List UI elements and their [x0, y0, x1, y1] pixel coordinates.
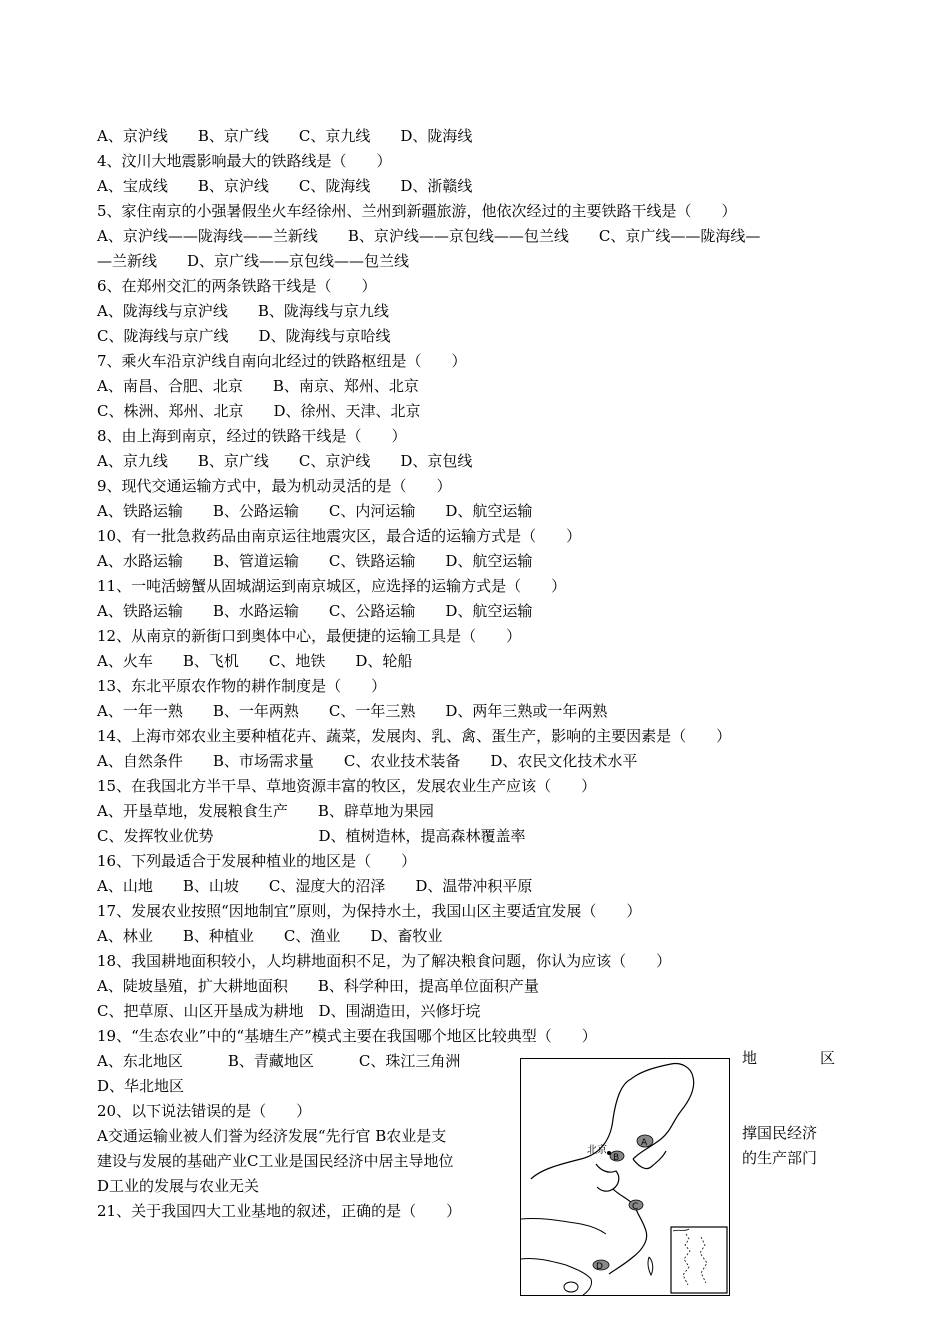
text-line: A、东北地区 B、青藏地区 C、珠江三角洲 — [97, 1052, 461, 1070]
text-line: A、开垦草地，发展粮食生产 B、辟草地为果园 — [97, 802, 434, 820]
q19-continuation-di: 地 — [742, 1049, 758, 1067]
text-line: A、京沪线——陇海线——兰新线 B、京沪线——京包线——包兰线 C、京广线——陇海线— — [97, 227, 761, 245]
map-label-d: D — [596, 1262, 603, 1272]
text-line: A、林业 B、种植业 C、渔业 D、畜牧业 — [97, 927, 443, 945]
text-line: D、华北地区 — [97, 1077, 185, 1095]
text-line: A、铁路运输 B、水路运输 C、公路运输 D、航空运输 — [97, 602, 533, 620]
text-line: C、陇海线与京广线 D、陇海线与京哈线 — [97, 327, 391, 345]
text-line: 21、关于我国四大工业基地的叙述，正确的是（ ） — [97, 1202, 462, 1220]
map-label-beijing: 北京 — [587, 1145, 607, 1156]
text-line: C、发挥牧业优势 D、植树造林，提高森林覆盖率 — [97, 827, 526, 845]
map-label-a: A — [641, 1138, 648, 1148]
text-line: A、火车 B、飞机 C、地铁 D、轮船 — [97, 652, 413, 670]
text-line: D工业的发展与农业无关 — [97, 1177, 260, 1195]
text-line: A、京沪线 B、京广线 C、京九线 D、陇海线 — [97, 127, 473, 145]
text-line: 14、上海市郊农业主要种植花卉、蔬菜，发展肉、乳、禽、蛋生产，影响的主要因素是（ ） — [97, 727, 732, 745]
text-line: 11、一吨活螃蟹从固城湖运到南京城区，应选择的运输方式是（ ） — [97, 577, 567, 595]
q20-continuation-2: 的生产部门 — [742, 1149, 818, 1167]
text-line: 15、在我国北方半干旱、草地资源丰富的牧区，发展农业生产应该（ ） — [97, 777, 597, 795]
text-line: 16、下列最适合于发展种植业的地区是（ ） — [97, 852, 417, 870]
text-line: 20、以下说法错误的是（ ） — [97, 1102, 312, 1120]
text-line: 4、汶川大地震影响最大的铁路线是（ ） — [97, 152, 392, 170]
text-line: —兰新线 D、京广线——京包线——包兰线 — [97, 252, 410, 270]
text-line: A、山地 B、山坡 C、湿度大的沼泽 D、温带冲积平原 — [97, 877, 533, 895]
text-line: A、陡坡垦殖，扩大耕地面积 B、科学种田，提高单位面积产量 — [97, 977, 539, 995]
text-line: C、把草原、山区开垦成为耕地 D、围湖造田，兴修圩垸 — [97, 1002, 481, 1020]
q19-continuation-qu: 区 — [820, 1049, 836, 1067]
text-line: A交通运输业被人们誉为经济发展“先行官 B农业是支 — [97, 1127, 447, 1145]
text-line: 19、“生态农业”中的“基塘生产”模式主要在我国哪个地区比较典型（ ） — [97, 1027, 597, 1045]
text-line: 7、乘火车沿京沪线自南向北经过的铁路枢纽是（ ） — [97, 352, 467, 370]
text-line: A、自然条件 B、市场需求量 C、农业技术装备 D、农民文化技术水平 — [97, 752, 638, 770]
text-line: 17、发展农业按照“因地制宜”原则，为保持水土，我国山区主要适宜发展（ ） — [97, 902, 642, 920]
text-line: A、南昌、合肥、北京 B、南京、郑州、北京 — [97, 377, 419, 395]
text-line: 13、东北平原农作物的耕作制度是（ ） — [97, 677, 387, 695]
text-line: 12、从南京的新街口到奥体中心，最便捷的运输工具是（ ） — [97, 627, 522, 645]
text-line: A、宝成线 B、京沪线 C、陇海线 D、浙赣线 — [97, 177, 473, 195]
text-line: 18、我国耕地面积较小，人均耕地面积不足，为了解决粮食问题，你认为应该（ ） — [97, 952, 672, 970]
text-line: 8、由上海到南京，经过的铁路干线是（ ） — [97, 427, 407, 445]
text-line: A、陇海线与京沪线 B、陇海线与京九线 — [97, 302, 389, 320]
china-industrial-base-map — [520, 1058, 730, 1296]
text-line: A、一年一熟 B、一年两熟 C、一年三熟 D、两年三熟或一年两熟 — [97, 702, 608, 720]
text-line: A、京九线 B、京广线 C、京沪线 D、京包线 — [97, 452, 473, 470]
map-label-c: C — [632, 1202, 639, 1212]
map-label-b: B — [613, 1153, 620, 1163]
q20-continuation-1: 撑国民经济 — [742, 1124, 818, 1142]
text-line: A、铁路运输 B、公路运输 C、内河运输 D、航空运输 — [97, 502, 533, 520]
text-line: 5、家住南京的小强暑假坐火车经徐州、兰州到新疆旅游，他依次经过的主要铁路干线是（ ） — [97, 202, 737, 220]
text-line: 建设与发展的基础产业C工业是国民经济中居主导地位 — [97, 1152, 454, 1170]
text-line: C、株洲、郑州、北京 D、徐州、天津、北京 — [97, 402, 421, 420]
text-line: 6、在郑州交汇的两条铁路干线是（ ） — [97, 277, 377, 295]
text-line: 10、有一批急救药品由南京运往地震灾区，最合适的运输方式是（ ） — [97, 527, 582, 545]
text-line: 9、现代交通运输方式中，最为机动灵活的是（ ） — [97, 477, 452, 495]
text-line: A、水路运输 B、管道运输 C、铁路运输 D、航空运输 — [97, 552, 533, 570]
